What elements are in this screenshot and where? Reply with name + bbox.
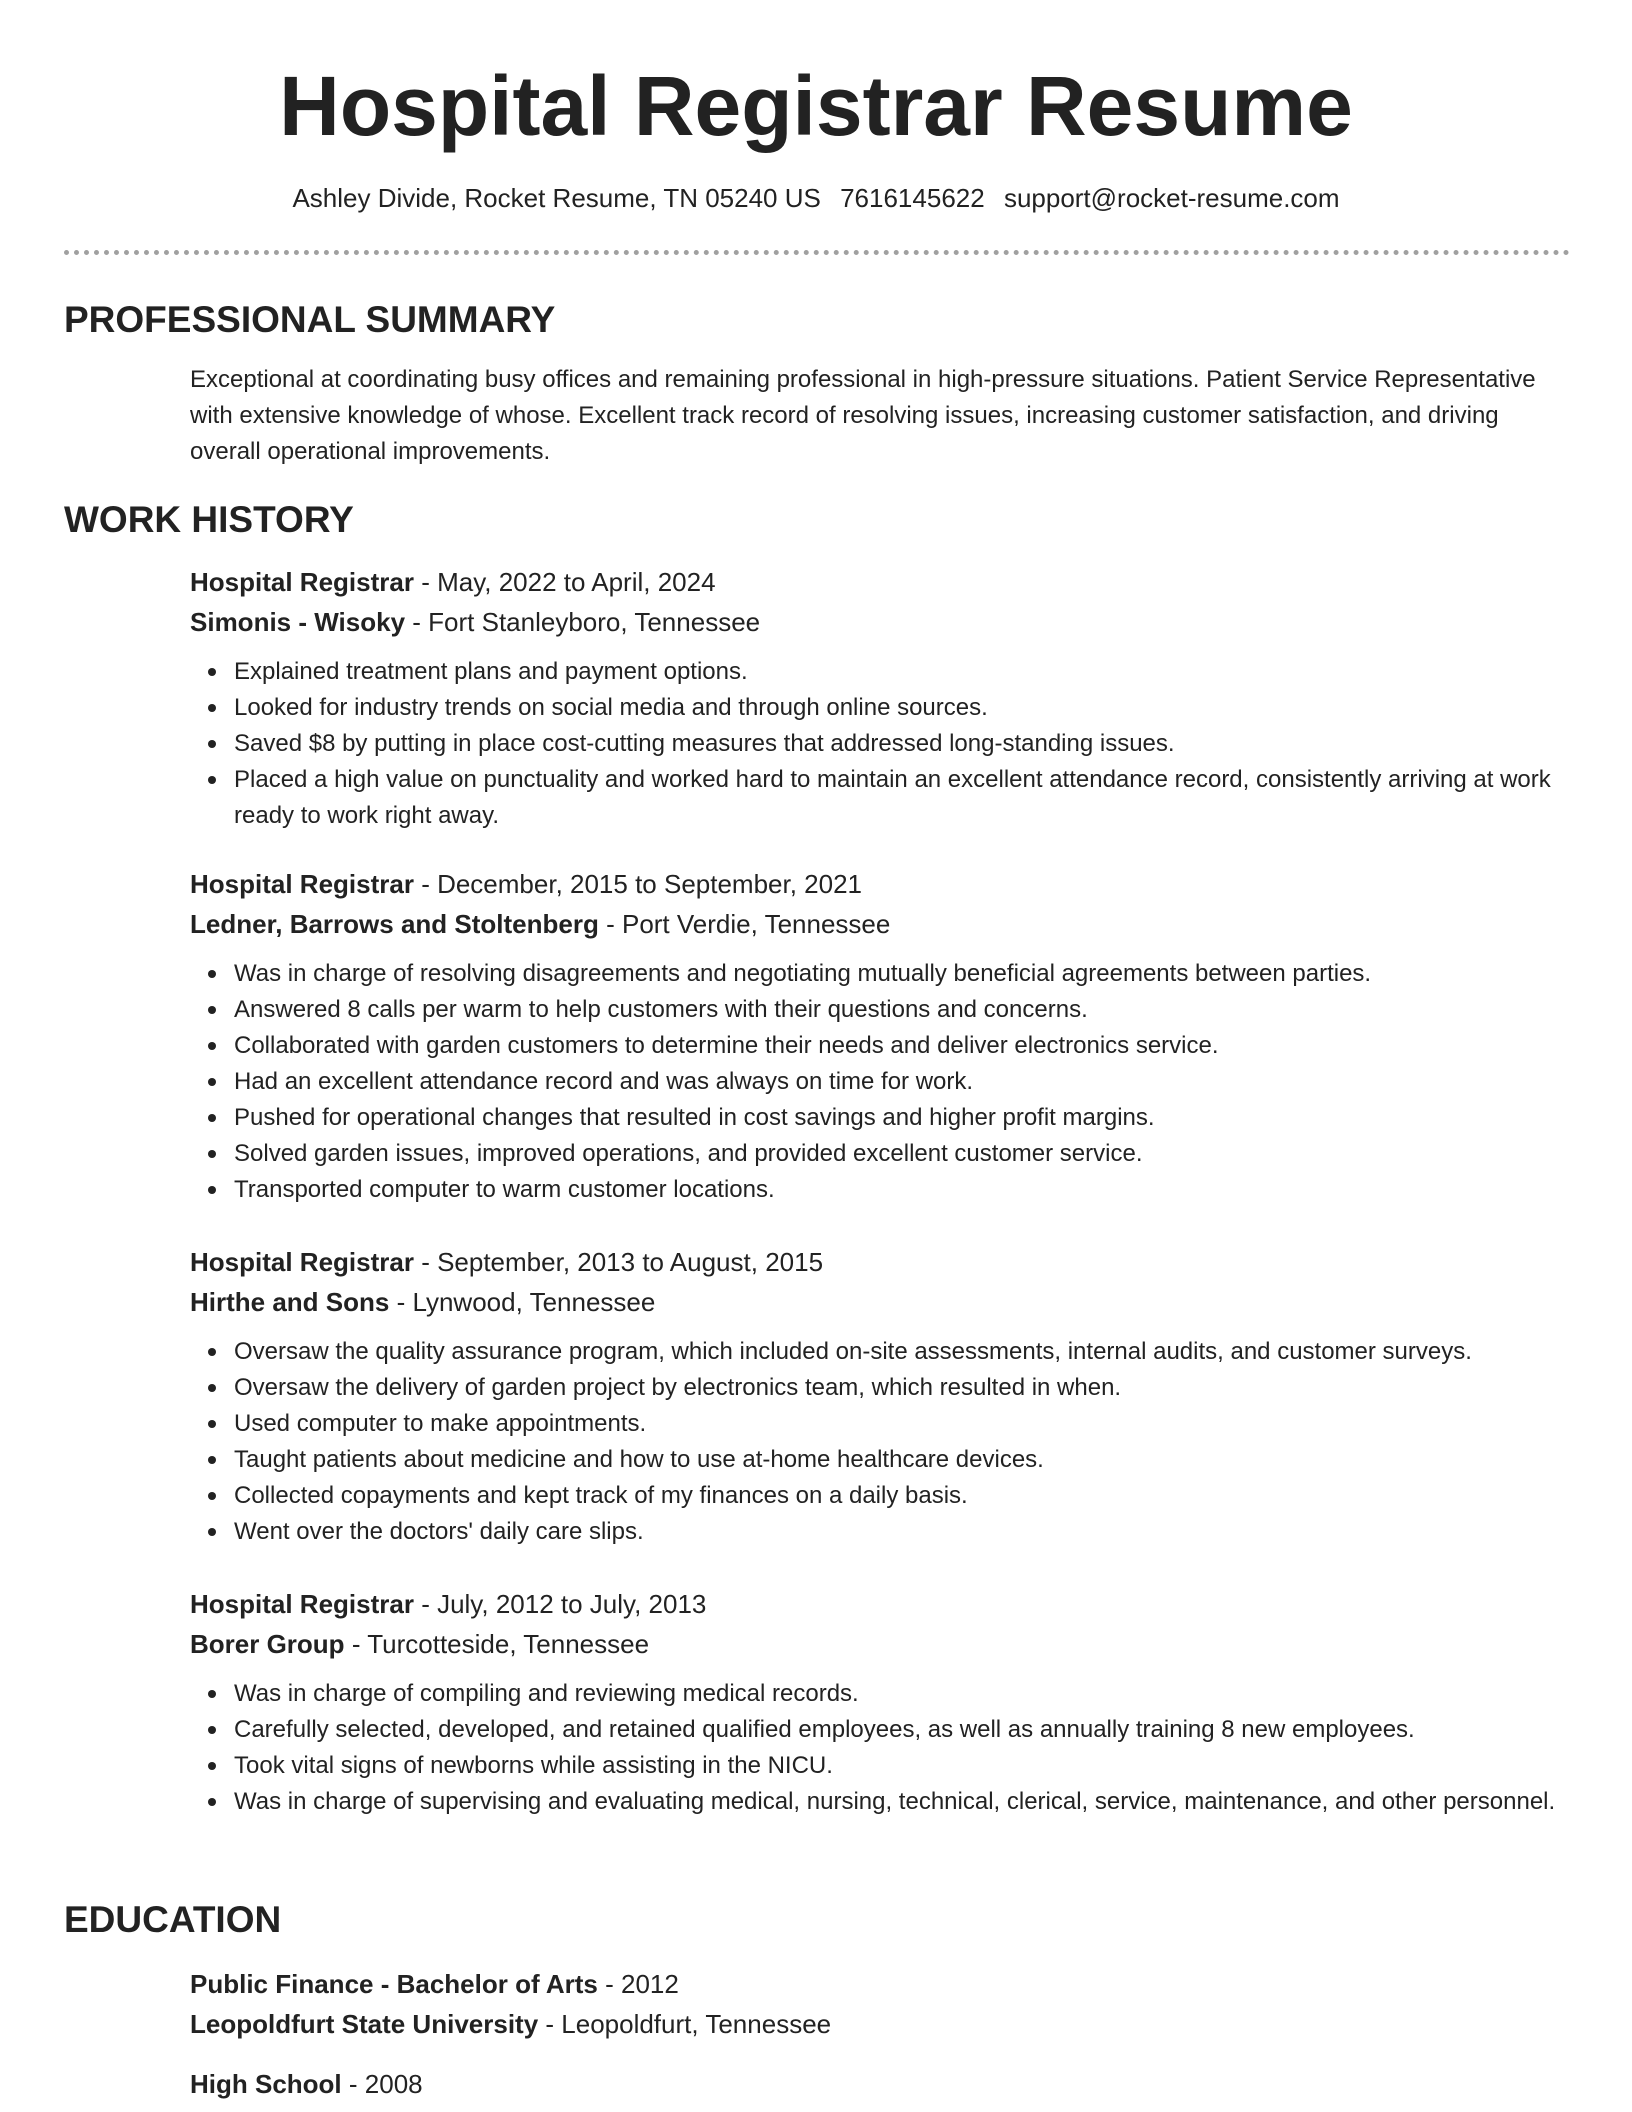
job-bullets — [190, 654, 1570, 834]
work-history-heading: WORK HISTORY — [64, 499, 354, 540]
job-title-line — [190, 1242, 1570, 1282]
education-heading: EDUCATION — [64, 1899, 282, 1940]
summary-section — [190, 362, 1570, 470]
education-degree: High School — [190, 2069, 342, 2099]
education-degree: Public Finance - Bachelor of Arts — [190, 1969, 598, 1999]
education-school-line — [190, 2004, 1570, 2044]
summary-heading: PROFESSIONAL SUMMARY — [64, 299, 556, 340]
job-title: Hospital Registrar — [190, 1247, 414, 1277]
job-location: - Turcotteside, Tennessee — [351, 1629, 650, 1659]
bullet-item: Was in charge of compiling and reviewing medical records. — [234, 1676, 1570, 1712]
job-company-line — [190, 1624, 1570, 1664]
bullet-item: Answered 8 calls per warm to help customers with their questions and concerns. — [234, 992, 1570, 1028]
bullet-item: Collaborated with garden customers to determine their needs and deliver electronics service. — [234, 1028, 1570, 1064]
job-dates: - May, 2022 to April, 2024 — [421, 567, 716, 597]
bullet-item: Pushed for operational changes that resulted in cost savings and higher profit margins. — [234, 1100, 1570, 1136]
job-company: Ledner, Barrows and Stoltenberg — [190, 909, 599, 939]
bullet-item: Took vital signs of newborns while assisting in the NICU. — [234, 1748, 1570, 1784]
job-title-line — [190, 562, 1570, 602]
job-title: Hospital Registrar — [190, 1589, 414, 1619]
contact-phone: 7616145622 — [840, 183, 985, 213]
job-company-line — [190, 904, 1570, 944]
job-entry — [190, 1242, 1570, 1550]
job-location: - Fort Stanleyboro, Tennessee — [412, 607, 761, 637]
bullet-item: Was in charge of resolving disagreements and negotiating mutually beneficial agreements between parties. — [234, 956, 1570, 992]
summary-text: Exceptional at coordinating busy offices and remaining professional in high-pressure situations. Patient Service Representative with extensive knowledge of whose. Excellent track record of resolving issues, increasing customer satisfaction, and driving overall operational improvements. — [190, 366, 1536, 465]
job-entry — [190, 562, 1570, 834]
bullet-item: Carefully selected, developed, and retained qualified employees, as well as annually training 8 new employees. — [234, 1712, 1570, 1748]
job-location: - Port Verdie, Tennessee — [606, 909, 891, 939]
job-bullets — [190, 956, 1570, 1208]
education-entry — [190, 1964, 1570, 2044]
bullet-item: Explained treatment plans and payment options. — [234, 654, 1570, 690]
contact-email: support@rocket-resume.com — [1003, 183, 1340, 213]
job-bullets — [190, 1676, 1570, 1820]
bullet-item: Transported computer to warm customer locations. — [234, 1172, 1570, 1208]
job-title-line — [190, 864, 1570, 904]
job-company: Hirthe and Sons — [190, 1287, 390, 1317]
bullet-item: Used computer to make appointments. — [234, 1406, 1570, 1442]
bullet-item: Placed a high value on punctuality and worked hard to maintain an excellent attendance record, consistently arriving at work ready to work right away. — [234, 762, 1570, 834]
bullet-item: Oversaw the delivery of garden project by electronics team, which resulted in when. — [234, 1370, 1570, 1406]
job-dates: - December, 2015 to September, 2021 — [421, 869, 863, 899]
job-company: Borer Group — [190, 1629, 345, 1659]
bullet-item: Went over the doctors' daily care slips. — [234, 1514, 1570, 1550]
job-location: - Lynwood, Tennessee — [396, 1287, 656, 1317]
education-year: - 2008 — [348, 2069, 423, 2099]
job-dates: - September, 2013 to August, 2015 — [421, 1247, 824, 1277]
job-dates: - July, 2012 to July, 2013 — [421, 1589, 707, 1619]
education-school: Leopoldfurt State University — [190, 2009, 539, 2039]
header-divider — [64, 250, 1570, 255]
job-entry — [190, 1584, 1570, 1820]
page-title: Hospital Registrar Resume — [279, 59, 1353, 153]
job-bullets — [190, 1334, 1570, 1550]
bullet-item: Had an excellent attendance record and was always on time for work. — [234, 1064, 1570, 1100]
job-title-line — [190, 1584, 1570, 1624]
contact-line — [0, 180, 1632, 216]
bullet-item: Taught patients about medicine and how to use at-home healthcare devices. — [234, 1442, 1570, 1478]
education-entry — [190, 2064, 1570, 2104]
bullet-item: Looked for industry trends on social media and through online sources. — [234, 690, 1570, 726]
education-location: - Leopoldfurt, Tennessee — [545, 2009, 832, 2039]
job-company-line — [190, 602, 1570, 642]
job-title: Hospital Registrar — [190, 869, 414, 899]
bullet-item: Saved $8 by putting in place cost-cutting measures that addressed long-standing issues. — [234, 726, 1570, 762]
bullet-item: Collected copayments and kept track of my finances on a daily basis. — [234, 1478, 1570, 1514]
education-degree-line — [190, 1964, 1570, 2004]
job-entry — [190, 864, 1570, 1208]
job-company: Simonis - Wisoky — [190, 607, 406, 637]
bullet-item: Was in charge of supervising and evaluating medical, nursing, technical, clerical, service, maintenance, and other personnel. — [234, 1784, 1570, 1820]
job-company-line — [190, 1282, 1570, 1322]
job-title: Hospital Registrar — [190, 567, 414, 597]
bullet-item: Solved garden issues, improved operations, and provided excellent customer service. — [234, 1136, 1570, 1172]
education-degree-line — [190, 2064, 1570, 2104]
education-year: - 2012 — [605, 1969, 679, 1999]
bullet-item: Oversaw the quality assurance program, which included on-site assessments, internal audits, and customer surveys. — [234, 1334, 1570, 1370]
contact-address: Ashley Divide, Rocket Resume, TN 05240 US — [292, 183, 821, 213]
